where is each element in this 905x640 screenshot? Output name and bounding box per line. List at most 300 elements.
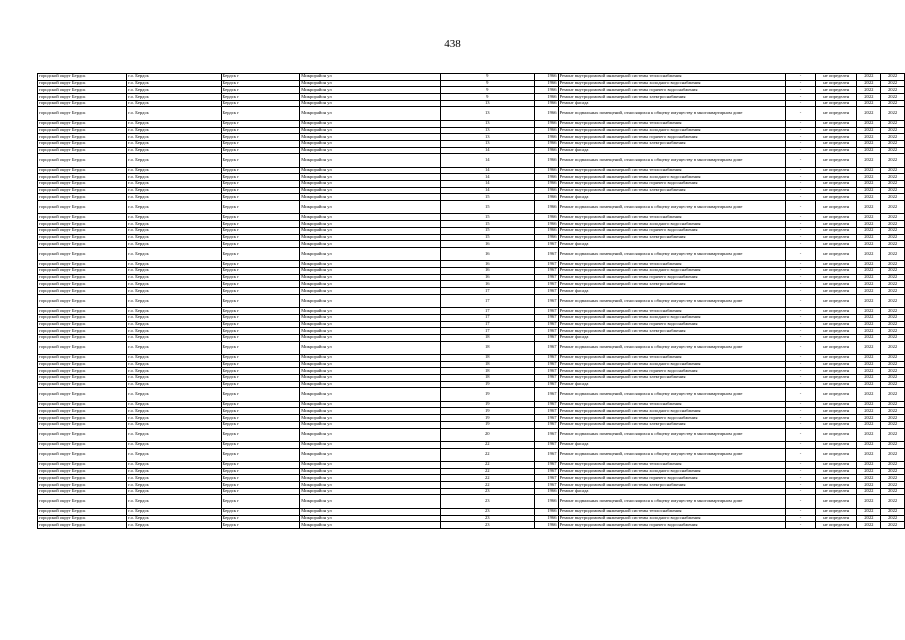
cell-year: 1967 [534, 408, 558, 415]
table-row [38, 127, 905, 134]
cell-city: Бердск г [221, 482, 300, 489]
cell-district: городской округ Бердск [38, 341, 127, 354]
cell-year: 1966 [534, 74, 558, 81]
cell-cost: - [786, 448, 815, 461]
cell-district: городской округ Бердск [38, 381, 127, 388]
cell-year: 1966 [534, 488, 558, 495]
cell-city: Бердск г [221, 261, 300, 268]
cell-work-type: Ремонт внутридомовой инженерной системы горячего водоснабжения [558, 321, 786, 328]
cell-year: 1966 [534, 154, 558, 167]
cell-cost: - [786, 401, 815, 408]
cell-year: 1967 [534, 274, 558, 281]
cell-start-year: 2022 [857, 234, 881, 241]
cell-district: городской округ Бердск [38, 227, 127, 234]
cell-start-year: 2022 [857, 415, 881, 422]
cell-start-year: 2022 [857, 508, 881, 515]
cell-cost: - [786, 462, 815, 469]
cell-work-type: Ремонт внутридомовой инженерной системы горячего водоснабжения [558, 227, 786, 234]
cell-end-year: 2022 [881, 74, 905, 81]
cell-cost: - [786, 321, 815, 328]
cell-year: 1967 [534, 388, 558, 401]
cell-street: Микрорайон ул [300, 328, 441, 335]
cell-street: Микрорайон ул [300, 247, 441, 260]
cell-house: 14 [440, 154, 534, 167]
cell-work-type: Ремонт внутридомовой инженерной системы холодного водоснабжения [558, 408, 786, 415]
cell-district: городской округ Бердск [38, 334, 127, 341]
cell-term: не определен [815, 194, 857, 201]
cell-start-year: 2022 [857, 227, 881, 234]
cell-start-year: 2022 [857, 408, 881, 415]
cell-city: Бердск г [221, 194, 300, 201]
cell-house: 17 [440, 294, 534, 307]
cell-city: Бердск г [221, 488, 300, 495]
cell-city: Бердск г [221, 314, 300, 321]
table-row [38, 227, 905, 234]
cell-settlement: г.о. Бердск [127, 154, 221, 167]
cell-city: Бердск г [221, 134, 300, 141]
cell-work-type: Ремонт подвальных помещений, относящихся к общему имуществу в многоквартирном доме [558, 448, 786, 461]
cell-year: 1967 [534, 354, 558, 361]
cell-street: Микрорайон ул [300, 475, 441, 482]
cell-district: городской округ Бердск [38, 421, 127, 428]
table-row [38, 421, 905, 428]
cell-end-year: 2022 [881, 201, 905, 214]
cell-work-type: Ремонт фасада [558, 100, 786, 107]
cell-start-year: 2022 [857, 167, 881, 174]
cell-year: 1967 [534, 314, 558, 321]
cell-house: 14 [440, 147, 534, 154]
cell-end-year: 2022 [881, 107, 905, 120]
cell-settlement: г.о. Бердск [127, 495, 221, 508]
cell-work-type: Ремонт внутридомовой инженерной системы горячего водоснабжения [558, 87, 786, 94]
cell-settlement: г.о. Бердск [127, 100, 221, 107]
table-row [38, 321, 905, 328]
cell-city: Бердск г [221, 247, 300, 260]
cell-year: 1966 [534, 187, 558, 194]
cell-city: Бердск г [221, 294, 300, 307]
cell-house: 22 [440, 482, 534, 489]
cell-year: 1967 [534, 294, 558, 307]
table-row [38, 328, 905, 335]
cell-year: 1967 [534, 261, 558, 268]
cell-district: городской округ Бердск [38, 415, 127, 422]
cell-street: Микрорайон ул [300, 174, 441, 181]
cell-cost: - [786, 100, 815, 107]
cell-work-type: Ремонт подвальных помещений, относящихся к общему имуществу в многоквартирном доме [558, 495, 786, 508]
cell-term: не определен [815, 221, 857, 228]
table-row [38, 120, 905, 127]
cell-term: не определен [815, 274, 857, 281]
cell-settlement: г.о. Бердск [127, 361, 221, 368]
cell-work-type: Ремонт фасада [558, 381, 786, 388]
cell-year: 1967 [534, 428, 558, 441]
cell-start-year: 2022 [857, 100, 881, 107]
cell-house: 22 [440, 475, 534, 482]
cell-street: Микрорайон ул [300, 495, 441, 508]
cell-house: 13 [440, 100, 534, 107]
cell-city: Бердск г [221, 428, 300, 441]
cell-year: 1967 [534, 401, 558, 408]
cell-end-year: 2022 [881, 388, 905, 401]
table-row [38, 94, 905, 101]
cell-end-year: 2022 [881, 167, 905, 174]
cell-start-year: 2022 [857, 354, 881, 361]
table-row [38, 241, 905, 248]
cell-work-type: Ремонт подвальных помещений, относящихся к общему имуществу в многоквартирном доме [558, 294, 786, 307]
cell-city: Бердск г [221, 448, 300, 461]
cell-term: не определен [815, 428, 857, 441]
cell-end-year: 2022 [881, 314, 905, 321]
cell-term: не определен [815, 234, 857, 241]
cell-house: 23 [440, 495, 534, 508]
cell-house: 22 [440, 448, 534, 461]
cell-end-year: 2022 [881, 375, 905, 382]
cell-cost: - [786, 174, 815, 181]
cell-year: 1967 [534, 415, 558, 422]
cell-start-year: 2022 [857, 468, 881, 475]
cell-year: 1966 [534, 100, 558, 107]
cell-year: 1967 [534, 462, 558, 469]
cell-district: городской округ Бердск [38, 522, 127, 529]
cell-term: не определен [815, 475, 857, 482]
cell-cost: - [786, 167, 815, 174]
cell-year: 1966 [534, 234, 558, 241]
cell-year: 1967 [534, 368, 558, 375]
cell-cost: - [786, 247, 815, 260]
cell-street: Микрорайон ул [300, 94, 441, 101]
cell-term: не определен [815, 294, 857, 307]
cell-start-year: 2022 [857, 462, 881, 469]
cell-work-type: Ремонт внутридомовой инженерной системы электроснабжения [558, 140, 786, 147]
cell-start-year: 2022 [857, 314, 881, 321]
cell-city: Бердск г [221, 401, 300, 408]
cell-district: городской округ Бердск [38, 441, 127, 448]
table-row [38, 154, 905, 167]
cell-city: Бердск г [221, 187, 300, 194]
cell-city: Бердск г [221, 167, 300, 174]
cell-year: 1966 [534, 120, 558, 127]
cell-year: 1967 [534, 281, 558, 288]
cell-city: Бердск г [221, 515, 300, 522]
cell-term: не определен [815, 495, 857, 508]
cell-house: 18 [440, 334, 534, 341]
cell-work-type: Ремонт фасада [558, 288, 786, 295]
cell-cost: - [786, 80, 815, 87]
cell-start-year: 2022 [857, 448, 881, 461]
cell-house: 14 [440, 167, 534, 174]
cell-work-type: Ремонт внутридомовой инженерной системы электроснабжения [558, 375, 786, 382]
cell-house: 19 [440, 408, 534, 415]
cell-district: городской округ Бердск [38, 87, 127, 94]
cell-house: 16 [440, 281, 534, 288]
cell-cost: - [786, 314, 815, 321]
cell-end-year: 2022 [881, 408, 905, 415]
cell-settlement: г.о. Бердск [127, 134, 221, 141]
cell-end-year: 2022 [881, 281, 905, 288]
cell-city: Бердск г [221, 241, 300, 248]
table-row [38, 80, 905, 87]
cell-street: Микрорайон ул [300, 274, 441, 281]
cell-work-type: Ремонт внутридомовой инженерной системы холодного водоснабжения [558, 515, 786, 522]
table-row [38, 147, 905, 154]
cell-street: Микрорайон ул [300, 482, 441, 489]
cell-street: Микрорайон ул [300, 401, 441, 408]
cell-house: 14 [440, 181, 534, 188]
cell-end-year: 2022 [881, 127, 905, 134]
cell-settlement: г.о. Бердск [127, 354, 221, 361]
table-row [38, 441, 905, 448]
cell-settlement: г.о. Бердск [127, 522, 221, 529]
cell-settlement: г.о. Бердск [127, 167, 221, 174]
cell-house: 15 [440, 227, 534, 234]
cell-city: Бердск г [221, 127, 300, 134]
cell-term: не определен [815, 261, 857, 268]
cell-district: городской округ Бердск [38, 194, 127, 201]
cell-year: 1967 [534, 441, 558, 448]
cell-settlement: г.о. Бердск [127, 261, 221, 268]
cell-district: городской округ Бердск [38, 328, 127, 335]
cell-start-year: 2022 [857, 321, 881, 328]
cell-work-type: Ремонт внутридомовой инженерной системы холодного водоснабжения [558, 221, 786, 228]
cell-start-year: 2022 [857, 361, 881, 368]
cell-street: Микрорайон ул [300, 107, 441, 120]
cell-house: 18 [440, 375, 534, 382]
cell-start-year: 2022 [857, 87, 881, 94]
cell-start-year: 2022 [857, 194, 881, 201]
cell-city: Бердск г [221, 281, 300, 288]
cell-cost: - [786, 341, 815, 354]
cell-city: Бердск г [221, 462, 300, 469]
cell-year: 1966 [534, 508, 558, 515]
cell-settlement: г.о. Бердск [127, 488, 221, 495]
cell-end-year: 2022 [881, 288, 905, 295]
cell-house: 23 [440, 515, 534, 522]
cell-city: Бердск г [221, 274, 300, 281]
cell-work-type: Ремонт внутридомовой инженерной системы горячего водоснабжения [558, 134, 786, 141]
cell-end-year: 2022 [881, 214, 905, 221]
cell-street: Микрорайон ул [300, 268, 441, 275]
cell-city: Бердск г [221, 341, 300, 354]
cell-street: Микрорайон ул [300, 388, 441, 401]
cell-year: 1967 [534, 475, 558, 482]
cell-house: 15 [440, 214, 534, 221]
cell-year: 1966 [534, 147, 558, 154]
cell-city: Бердск г [221, 80, 300, 87]
cell-settlement: г.о. Бердск [127, 401, 221, 408]
cell-street: Микрорайон ул [300, 468, 441, 475]
cell-house: 20 [440, 428, 534, 441]
cell-street: Микрорайон ул [300, 194, 441, 201]
cell-cost: - [786, 274, 815, 281]
cell-end-year: 2022 [881, 482, 905, 489]
cell-settlement: г.о. Бердск [127, 308, 221, 315]
cell-house: 13 [440, 127, 534, 134]
cell-cost: - [786, 488, 815, 495]
table-row [38, 428, 905, 441]
cell-house: 13 [440, 107, 534, 120]
cell-house: 23 [440, 488, 534, 495]
cell-end-year: 2022 [881, 187, 905, 194]
cell-start-year: 2022 [857, 214, 881, 221]
cell-cost: - [786, 221, 815, 228]
cell-district: городской округ Бердск [38, 321, 127, 328]
cell-end-year: 2022 [881, 368, 905, 375]
cell-house: 13 [440, 134, 534, 141]
cell-work-type: Ремонт внутридомовой инженерной системы электроснабжения [558, 482, 786, 489]
cell-end-year: 2022 [881, 120, 905, 127]
cell-work-type: Ремонт внутридомовой инженерной системы электроснабжения [558, 281, 786, 288]
cell-work-type: Ремонт подвальных помещений, относящихся к общему имуществу в многоквартирном доме [558, 341, 786, 354]
cell-cost: - [786, 134, 815, 141]
cell-house: 18 [440, 361, 534, 368]
table-row [38, 234, 905, 241]
cell-start-year: 2022 [857, 174, 881, 181]
cell-settlement: г.о. Бердск [127, 375, 221, 382]
cell-end-year: 2022 [881, 341, 905, 354]
cell-settlement: г.о. Бердск [127, 241, 221, 248]
cell-city: Бердск г [221, 408, 300, 415]
cell-term: не определен [815, 268, 857, 275]
cell-cost: - [786, 241, 815, 248]
cell-start-year: 2022 [857, 268, 881, 275]
cell-settlement: г.о. Бердск [127, 221, 221, 228]
cell-end-year: 2022 [881, 234, 905, 241]
table-row [38, 134, 905, 141]
cell-district: городской округ Бердск [38, 120, 127, 127]
cell-street: Микрорайон ул [300, 368, 441, 375]
cell-settlement: г.о. Бердск [127, 120, 221, 127]
cell-settlement: г.о. Бердск [127, 388, 221, 401]
cell-city: Бердск г [221, 234, 300, 241]
cell-city: Бердск г [221, 120, 300, 127]
cell-term: не определен [815, 482, 857, 489]
cell-settlement: г.о. Бердск [127, 227, 221, 234]
cell-house: 9 [440, 94, 534, 101]
table-row [38, 181, 905, 188]
cell-term: не определен [815, 147, 857, 154]
cell-term: не определен [815, 214, 857, 221]
cell-year: 1966 [534, 134, 558, 141]
table-row [38, 381, 905, 388]
cell-work-type: Ремонт внутридомовой инженерной системы теплоснабжения [558, 308, 786, 315]
cell-street: Микрорайон ул [300, 408, 441, 415]
cell-district: городской округ Бердск [38, 201, 127, 214]
cell-city: Бердск г [221, 221, 300, 228]
cell-cost: - [786, 375, 815, 382]
cell-district: городской округ Бердск [38, 127, 127, 134]
cell-year: 1966 [534, 80, 558, 87]
cell-settlement: г.о. Бердск [127, 508, 221, 515]
cell-district: городской округ Бердск [38, 361, 127, 368]
cell-end-year: 2022 [881, 495, 905, 508]
cell-street: Микрорайон ул [300, 375, 441, 382]
cell-year: 1967 [534, 268, 558, 275]
cell-street: Микрорайон ул [300, 488, 441, 495]
cell-house: 15 [440, 194, 534, 201]
cell-work-type: Ремонт внутридомовой инженерной системы теплоснабжения [558, 261, 786, 268]
cell-end-year: 2022 [881, 415, 905, 422]
cell-term: не определен [815, 167, 857, 174]
cell-house: 18 [440, 341, 534, 354]
cell-house: 14 [440, 174, 534, 181]
cell-street: Микрорайон ул [300, 214, 441, 221]
table-row [38, 368, 905, 375]
cell-term: не определен [815, 107, 857, 120]
cell-year: 1966 [534, 94, 558, 101]
cell-settlement: г.о. Бердск [127, 321, 221, 328]
cell-work-type: Ремонт внутридомовой инженерной системы электроснабжения [558, 328, 786, 335]
cell-end-year: 2022 [881, 134, 905, 141]
cell-street: Микрорайон ул [300, 361, 441, 368]
cell-city: Бердск г [221, 201, 300, 214]
cell-term: не определен [815, 515, 857, 522]
table-row [38, 341, 905, 354]
cell-district: городской округ Бердск [38, 134, 127, 141]
cell-end-year: 2022 [881, 328, 905, 335]
cell-work-type: Ремонт внутридомовой инженерной системы холодного водоснабжения [558, 314, 786, 321]
cell-start-year: 2022 [857, 368, 881, 375]
capital-repair-table [37, 73, 905, 529]
cell-settlement: г.о. Бердск [127, 94, 221, 101]
cell-city: Бердск г [221, 388, 300, 401]
cell-street: Микрорайон ул [300, 294, 441, 307]
cell-year: 1967 [534, 321, 558, 328]
cell-start-year: 2022 [857, 522, 881, 529]
cell-start-year: 2022 [857, 381, 881, 388]
cell-work-type: Ремонт фасада [558, 441, 786, 448]
cell-work-type: Ремонт внутридомовой инженерной системы электроснабжения [558, 94, 786, 101]
cell-year: 1967 [534, 341, 558, 354]
cell-district: городской округ Бердск [38, 221, 127, 228]
cell-term: не определен [815, 74, 857, 81]
cell-end-year: 2022 [881, 247, 905, 260]
cell-street: Микрорайон ул [300, 187, 441, 194]
cell-cost: - [786, 415, 815, 422]
cell-city: Бердск г [221, 375, 300, 382]
cell-city: Бердск г [221, 321, 300, 328]
cell-settlement: г.о. Бердск [127, 174, 221, 181]
cell-district: городской округ Бердск [38, 214, 127, 221]
table-row [38, 522, 905, 529]
cell-district: городской округ Бердск [38, 488, 127, 495]
cell-year: 1967 [534, 328, 558, 335]
cell-start-year: 2022 [857, 421, 881, 428]
cell-street: Микрорайон ул [300, 80, 441, 87]
table-row [38, 475, 905, 482]
cell-work-type: Ремонт внутридомовой инженерной системы холодного водоснабжения [558, 174, 786, 181]
cell-house: 16 [440, 274, 534, 281]
cell-cost: - [786, 74, 815, 81]
cell-street: Микрорайон ул [300, 147, 441, 154]
cell-term: не определен [815, 468, 857, 475]
table-row [38, 448, 905, 461]
table-row [38, 288, 905, 295]
table-row [38, 488, 905, 495]
cell-house: 17 [440, 321, 534, 328]
cell-term: не определен [815, 408, 857, 415]
cell-year: 1966 [534, 522, 558, 529]
cell-street: Микрорайон ул [300, 134, 441, 141]
cell-term: не определен [815, 522, 857, 529]
cell-settlement: г.о. Бердск [127, 74, 221, 81]
cell-end-year: 2022 [881, 361, 905, 368]
cell-work-type: Ремонт фасада [558, 488, 786, 495]
cell-street: Микрорайон ул [300, 314, 441, 321]
cell-year: 1966 [534, 194, 558, 201]
cell-settlement: г.о. Бердск [127, 288, 221, 295]
cell-work-type: Ремонт внутридомовой инженерной системы горячего водоснабжения [558, 274, 786, 281]
cell-settlement: г.о. Бердск [127, 421, 221, 428]
